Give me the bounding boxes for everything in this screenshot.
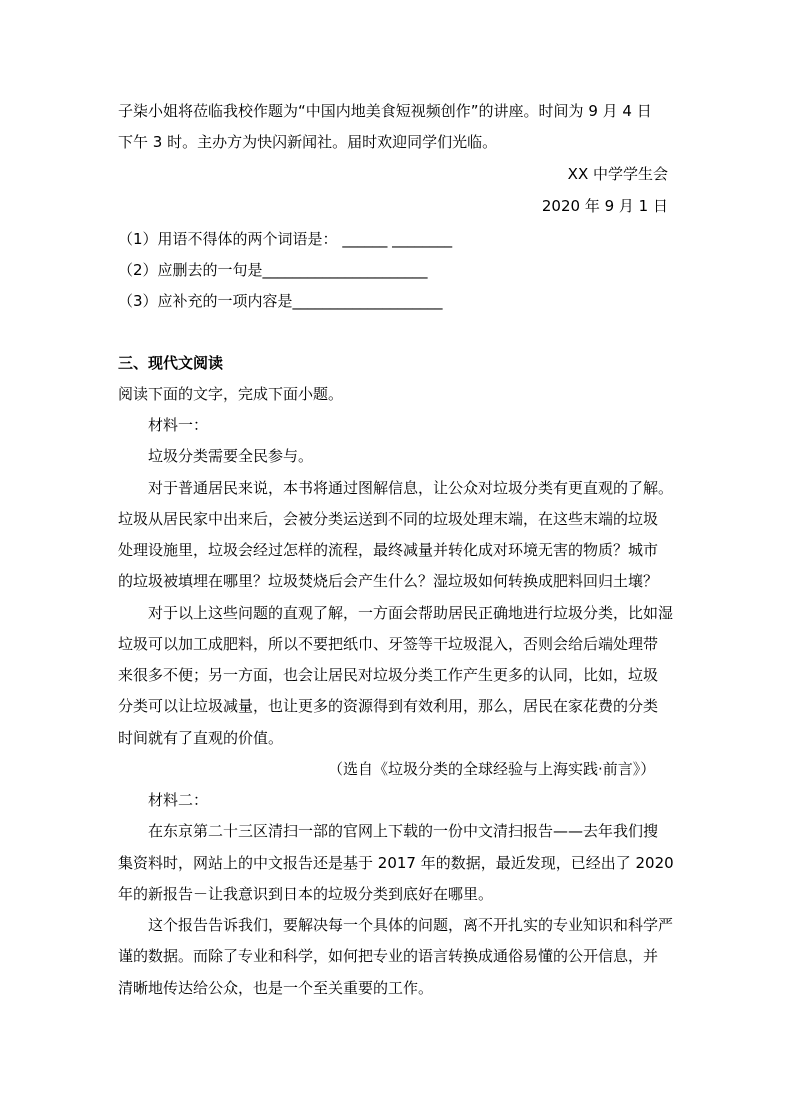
material1-line: 对于以上这些问题的直观了解，一方面会帮助居民正确地进行垃圾分类，比如湿	[148, 604, 674, 622]
material1-line: 时间就有了直观的价值。	[118, 729, 284, 747]
material1-line: 分类可以让垃圾减量，也让更多的资源得到有效利用，那么，居民在家花费的分类	[118, 697, 659, 715]
material1-line: 来很多不便；另一方面，也会让居民对垃圾分类工作产生更多的认同，比如，垃圾	[118, 666, 659, 684]
section-instruction: 阅读下面的文字，完成下面小题。	[118, 385, 344, 403]
material1-line: 对于普通居民来说，本书将通过图解信息，让公众对垃圾分类有更直观的了解。	[148, 479, 674, 497]
material1-label: 材料一：	[148, 416, 209, 434]
material1-line: 垃圾从居民家中出来后，会被分类运送到不同的垃圾处理末端，在这些末端的垃圾	[118, 510, 659, 528]
material1-source: （选自《垃圾分类的全球经验与上海实践·前言》）	[328, 760, 656, 778]
notice-line-1: 子柒小姐将莅临我校作题为“中国内地美食短视频创作”的讲座。时间为 9 月 4 日	[118, 102, 652, 120]
material1-line: 垃圾可以加工成肥料，所以不要把纸巾、牙签等干垃圾混入，否则会给后端处理带	[118, 635, 659, 653]
notice-date: 2020 年 9 月 1 日	[541, 197, 668, 215]
section-heading: 三、现代文阅读	[118, 354, 224, 372]
question-2: （2）应删去的一句是______________________	[118, 261, 428, 279]
notice-line-2: 下午 3 时。主办方为快闪新闻社。届时欢迎同学们光临。	[118, 133, 498, 151]
material2-line: 谨的数据。而除了专业和科学，如何把专业的语言转换成通俗易懂的公开信息，并	[118, 947, 659, 965]
material1-line: 的垃圾被填埋在哪里？垃圾焚烧后会产生什么？湿垃圾如何转换成肥料回归土壤？	[118, 572, 659, 590]
question-1: （1）用语不得体的两个词语是： ______ ________	[118, 230, 453, 248]
material1-line: 垃圾分类需要全民参与。	[148, 447, 314, 465]
material2-line: 集资料时，网站上的中文报告还是基于 2017 年的数据，最近发现，已经出了 2020	[118, 854, 674, 872]
question-3: （3）应补充的一项内容是____________________	[118, 292, 443, 310]
material2-line: 这个报告告诉我们，要解决每一个具体的问题，离不开扎实的专业知识和科学严	[148, 916, 674, 934]
notice-signature: XX 中学学生会	[567, 165, 668, 183]
material1-line: 处理设施里，垃圾会经过怎样的流程，最终减量并转化成对环境无害的物质？城市	[118, 541, 659, 559]
material2-label: 材料二：	[148, 791, 209, 809]
material2-line: 在东京第二十三区清扫一部的官网上下载的一份中文清扫报告——去年我们搜	[148, 822, 659, 840]
material2-line: 年的新报告－让我意识到日本的垃圾分类到底好在哪里。	[118, 885, 494, 903]
material2-line: 清晰地传达给公众，也是一个至关重要的工作。	[118, 979, 434, 997]
